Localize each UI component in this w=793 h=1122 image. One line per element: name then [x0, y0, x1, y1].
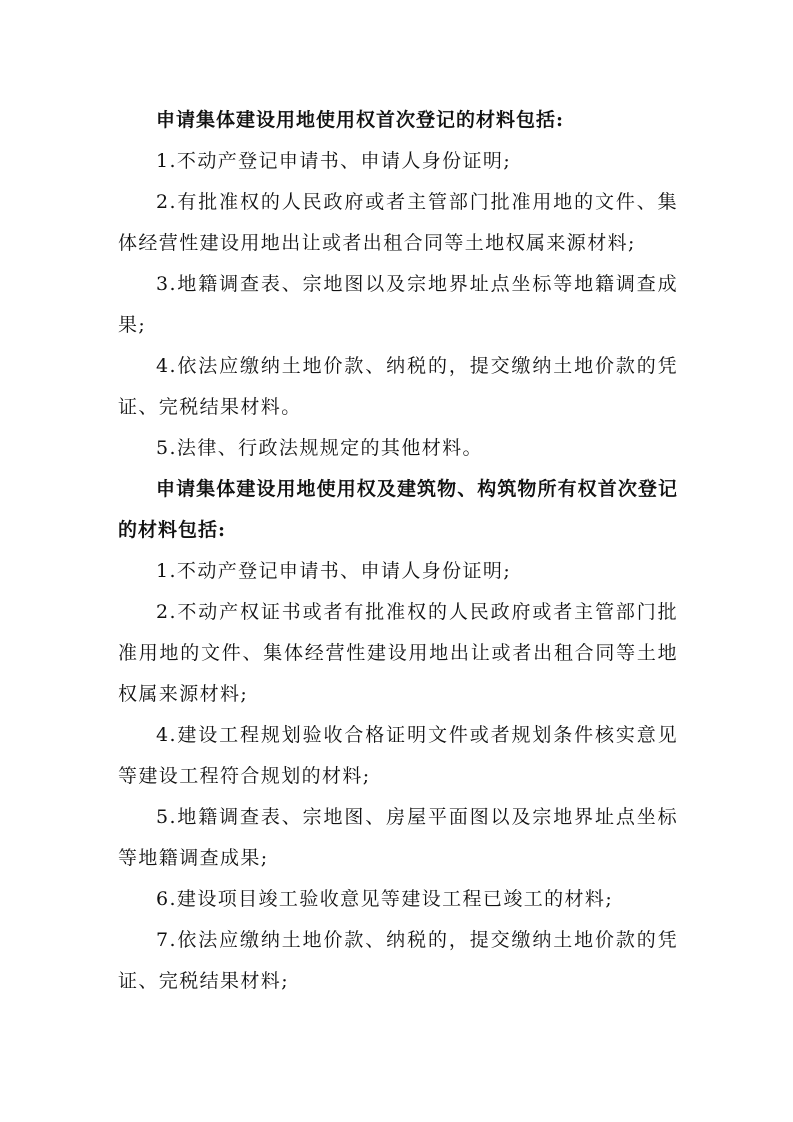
- section-1-heading: 申请集体建设用地使用权首次登记的材料包括:: [156, 109, 565, 131]
- section-1-item: 4.依法应缴纳土地价款、纳税的，提交缴纳土地价款的凭证、完税结果材料。: [118, 355, 678, 418]
- section-2-heading: 申请集体建设用地使用权及建筑物、构筑物所有权首次登记的材料包括:: [118, 478, 678, 541]
- section-2-item: 4.建设工程规划验收合格证明文件或者规划条件核实意见等建设工程符合规划的材料;: [118, 724, 678, 787]
- section-1-item: 1.不动产登记申请书、申请人身份证明;: [156, 150, 512, 172]
- section-1-item: 5.法律、行政法规规定的其他材料。: [156, 437, 483, 459]
- section-1-item: 2.有批准权的人民政府或者主管部门批准用地的文件、集体经营性建设用地出让或者出租合同等土地权属来源材料;: [118, 191, 678, 254]
- section-2-item: 1.不动产登记申请书、申请人身份证明;: [156, 560, 512, 582]
- section-1-item: 3.地籍调查表、宗地图以及宗地界址点坐标等地籍调查成果;: [118, 273, 678, 336]
- section-2-item: 7.依法应缴纳土地价款、纳税的，提交缴纳土地价款的凭证、完税结果材料;: [118, 929, 678, 992]
- document-body: [118, 100, 678, 1002]
- section-2-item: 2.不动产权证书或者有批准权的人民政府或者主管部门批准用地的文件、集体经营性建设用地出让或者出租合同等土地权属来源材料;: [118, 601, 678, 705]
- section-2-item: 6.建设项目竣工验收意见等建设工程已竣工的材料;: [156, 888, 614, 910]
- section-2-item: 5.地籍调查表、宗地图、房屋平面图以及宗地界址点坐标等地籍调查成果;: [118, 806, 678, 869]
